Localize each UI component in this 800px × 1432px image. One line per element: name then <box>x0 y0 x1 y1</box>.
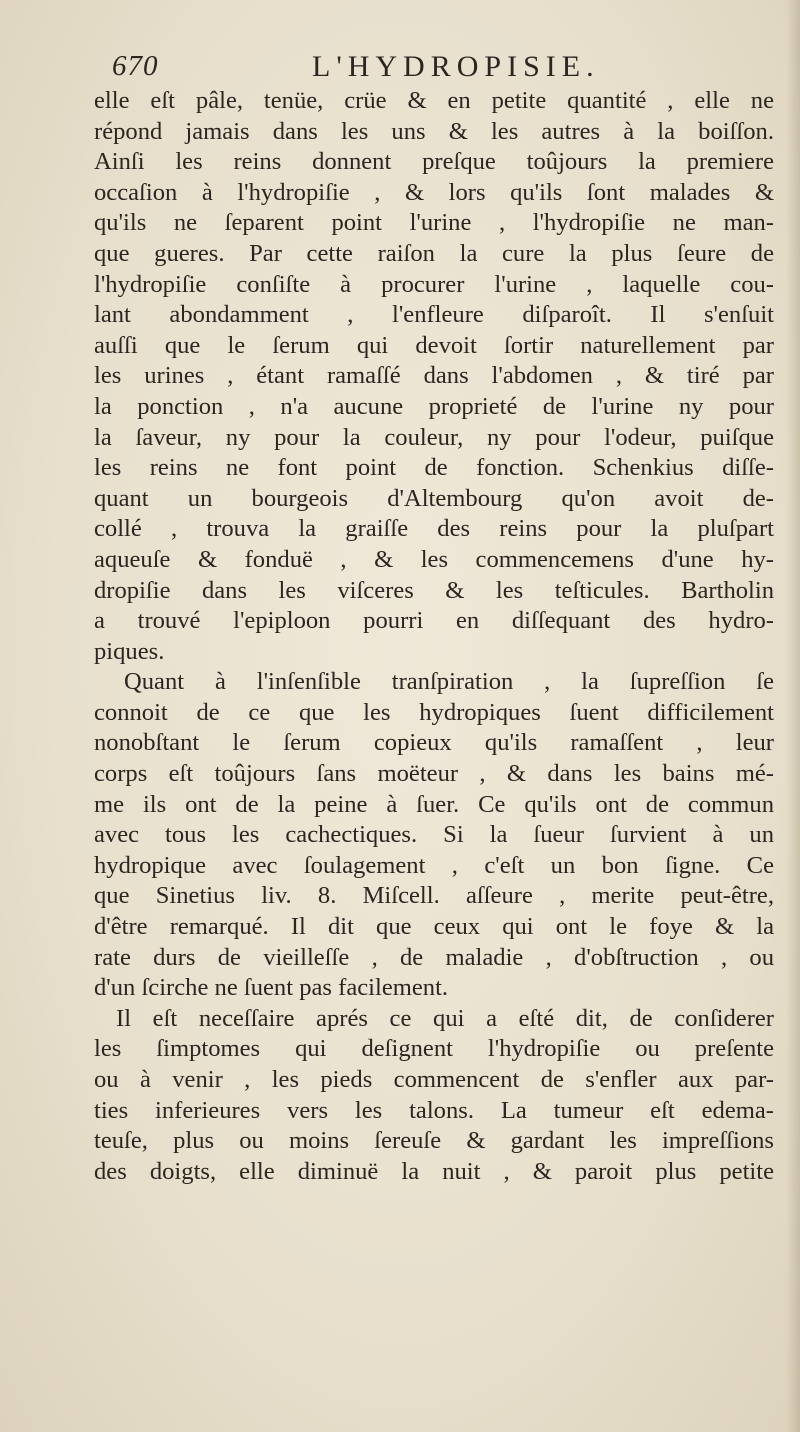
text-line: que gueres. Par cette raiſon la cure la plus ſeure de <box>94 239 774 267</box>
text-line: des doigts, elle diminuë la nuit , & paroit plus petite <box>94 1157 774 1185</box>
text-line: dropiſie dans les viſceres & les teſticules. Bartholin <box>94 576 774 604</box>
page-header <box>112 50 742 90</box>
text-line: avec tous les cachectiques. Si la ſueur ſurvient à un <box>94 821 774 849</box>
page-number: 670 <box>112 50 159 82</box>
text-line: nonobſtant le ſerum copieux qu'ils ramaſſent , leur <box>94 729 774 757</box>
text-line: répond jamais dans les uns & les autres à la boiſſon. <box>94 117 774 145</box>
text-line: l'hydropiſie conſiſte à procurer l'urine , laquelle cou- <box>94 270 774 298</box>
text-line: lant abondamment , l'enfleure diſparoît. Il s'enſuit <box>94 301 774 329</box>
text-line: a trouvé l'epiploon pourri en diſſequant des hydro- <box>94 607 774 635</box>
text-line: occaſion à l'hydropiſie , & lors qu'ils ſont malades & <box>94 178 774 206</box>
text-line: les reins ne font point de fonction. Schenkius diſſe- <box>94 454 774 482</box>
text-line: aqueuſe & fonduë , & les commencemens d'une hy- <box>94 545 774 573</box>
text-line: quant un bourgeois d'Altembourg qu'on avoit de- <box>94 484 774 512</box>
text-line: hydropique avec ſoulagement , c'eſt un bon ſigne. Ce <box>94 851 774 879</box>
text-line: d'un ſcirche ne ſuent pas facilement. <box>94 974 449 1002</box>
text-line: teuſe, plus ou moins ſereuſe & gardant les impreſſions <box>94 1127 774 1155</box>
text-line: d'être remarqué. Il dit que ceux qui ont le foye & la <box>94 913 774 941</box>
text-line: Ainſi les reins donnent preſque toûjours la premiere <box>94 148 774 176</box>
text-line: elle eſt pâle, tenüe, crüe & en petite quantité , elle ne <box>94 87 774 114</box>
text-line: qu'ils ne ſeparent point l'urine , l'hydropiſie ne man- <box>94 209 774 237</box>
text-line: Quant à l'inſenſible tranſpiration , la ſupreſſion ſe <box>124 668 774 696</box>
text-line: les ſimptomes qui deſignent l'hydropiſie ou preſente <box>94 1035 774 1063</box>
text-line: Il eſt neceſſaire aprés ce qui a eſté dit, de conſiderer <box>116 1004 774 1032</box>
page-edge-shadow <box>786 0 800 1432</box>
body-text <box>94 86 774 1187</box>
text-line: ties inferieures vers les talons. La tumeur eſt edema- <box>94 1096 774 1124</box>
text-line: les urines , étant ramaſſé dans l'abdomen , & tiré par <box>94 362 774 390</box>
running-title: L'HYDROPISIE. <box>312 50 600 83</box>
text-line: auſſi que le ſerum qui devoit ſortir naturellement par <box>94 331 774 359</box>
text-line: la ponction , n'a aucune proprieté de l'urine ny pour <box>94 392 774 420</box>
text-line: collé , trouva la graiſſe des reins pour la pluſpart <box>94 515 774 543</box>
text-line: corps eſt toûjours ſans moëteur , & dans les bains mé- <box>94 760 774 788</box>
text-line: ou à venir , les pieds commencent de s'enfler aux par- <box>94 1066 774 1093</box>
text-line: connoit de ce que les hydropiques ſuent difficilement <box>94 698 774 726</box>
text-line: que Sinetius liv. 8. Miſcell. aſſeure , merite peut-être, <box>94 882 774 910</box>
text-line: rate durs de vieilleſſe , de maladie , d'obſtruction , ou <box>94 943 774 971</box>
text-line: piques. <box>94 637 165 665</box>
text-line: me ils ont de la peine à ſuer. Ce qu'ils ont de commun <box>94 790 774 818</box>
text-line: la ſaveur, ny pour la couleur, ny pour l'odeur, puiſque <box>94 423 774 451</box>
